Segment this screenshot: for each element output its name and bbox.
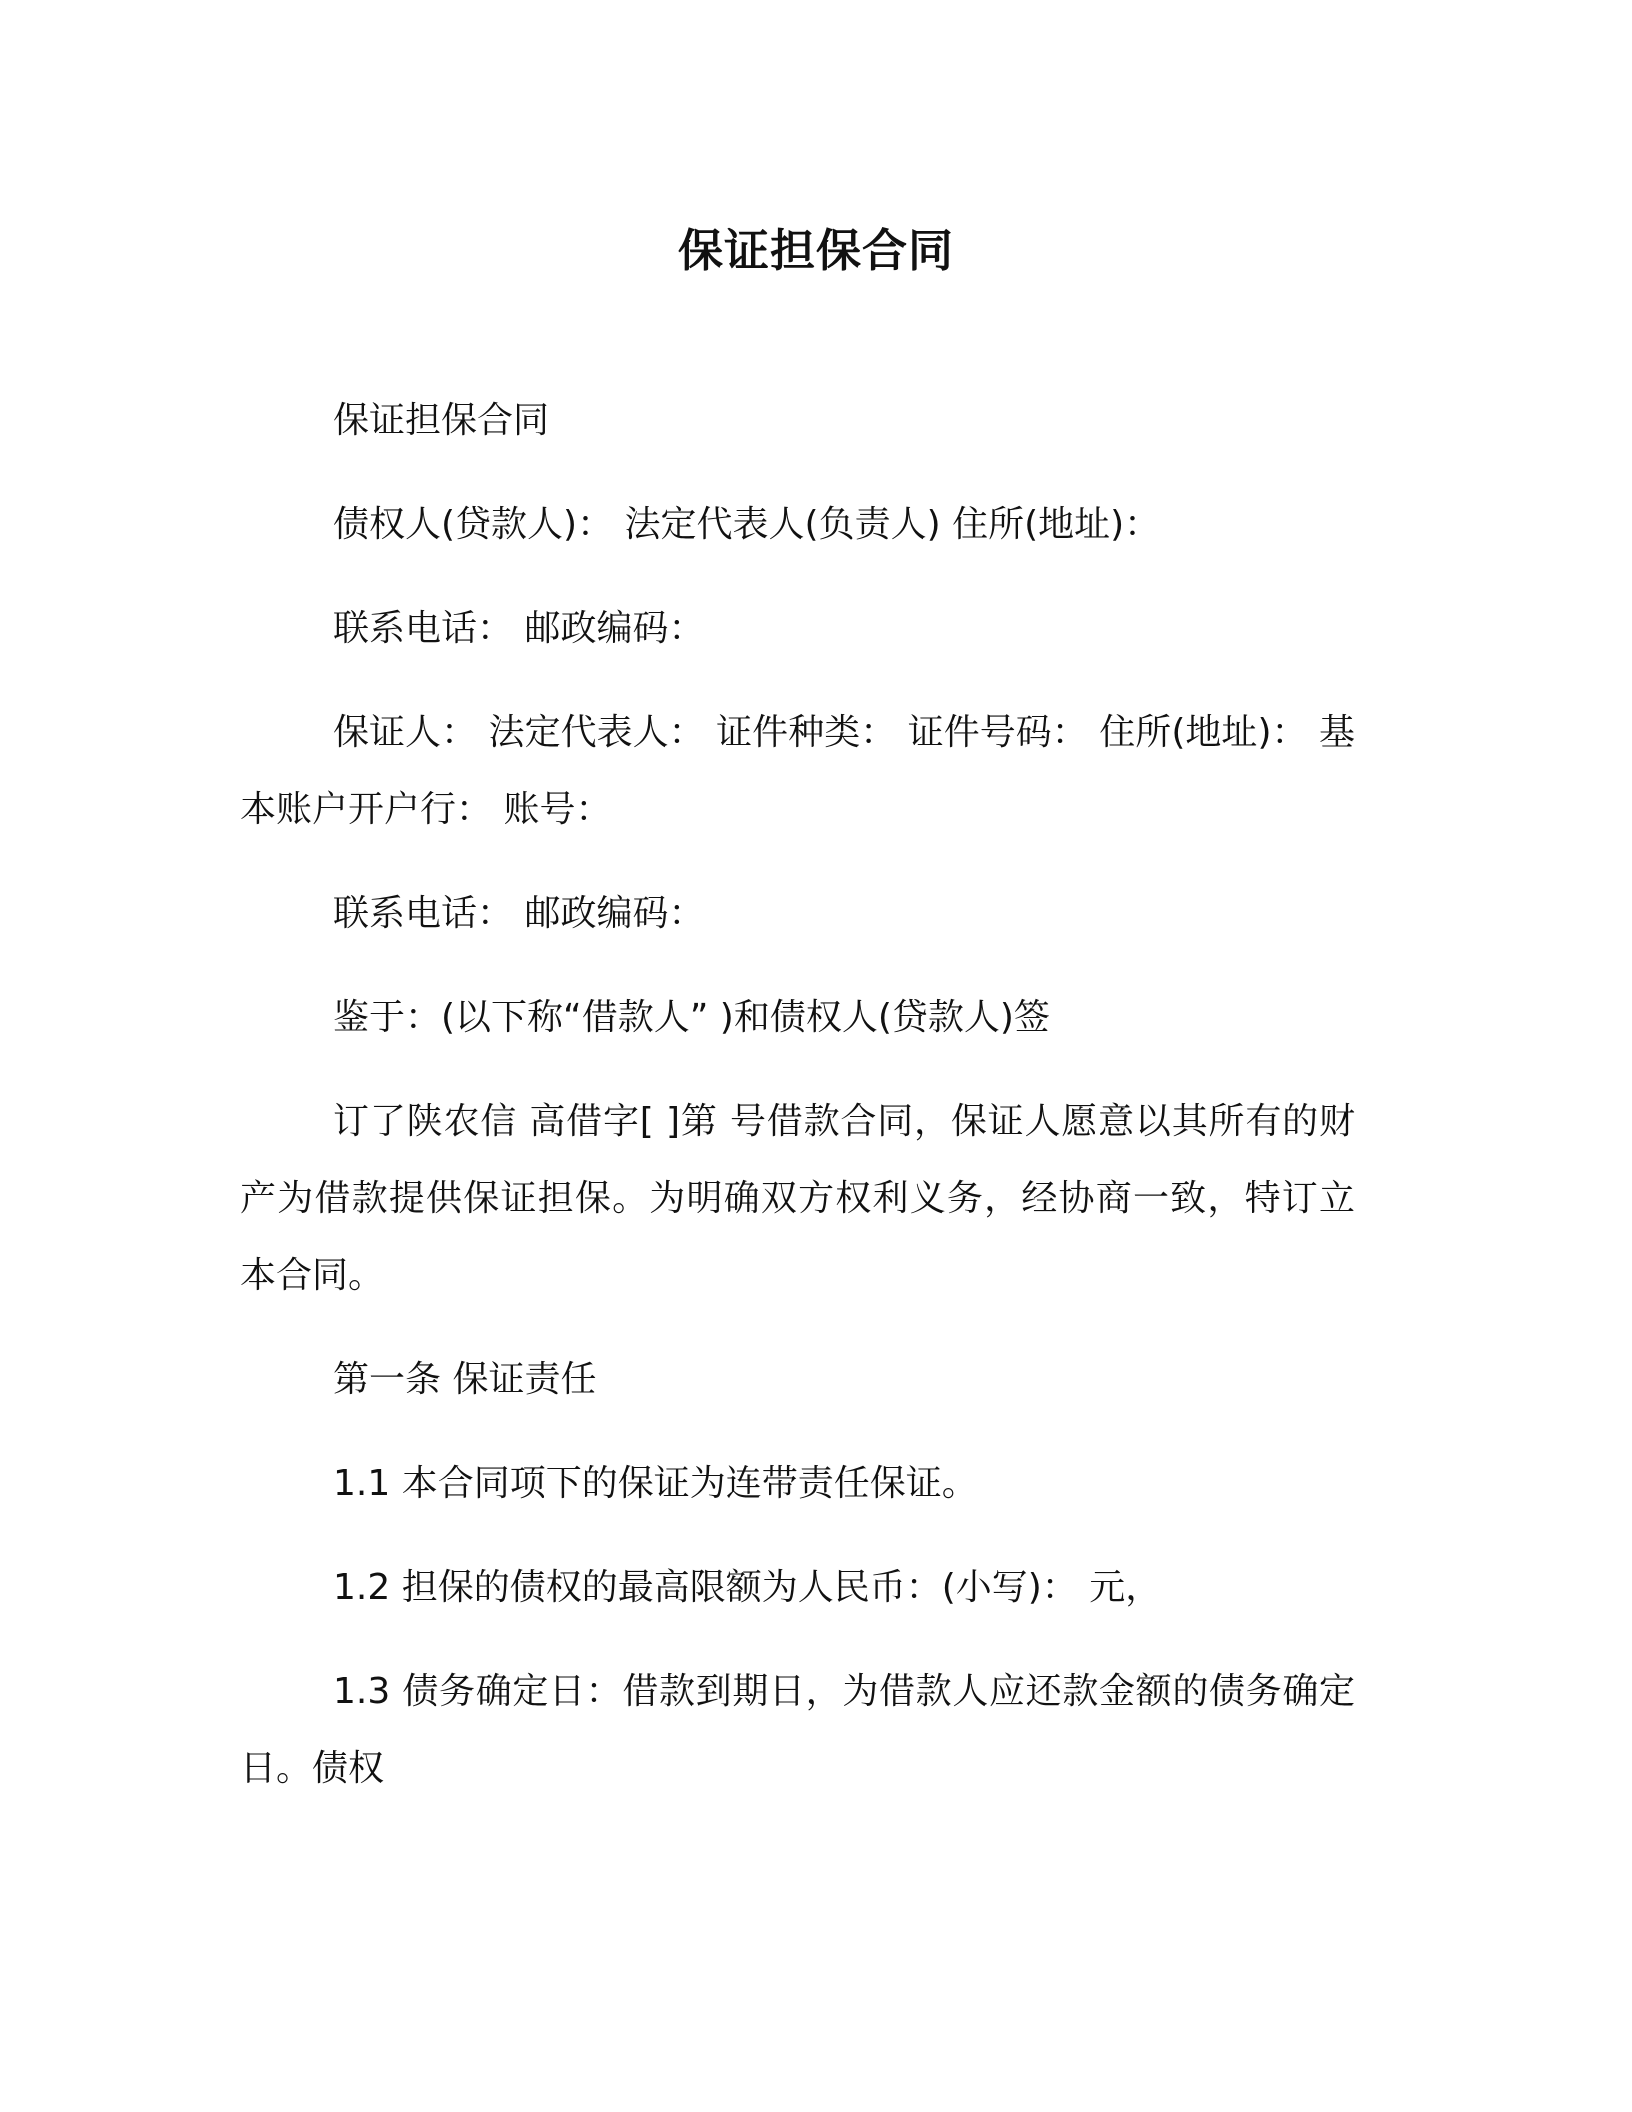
document-title: 保证担保合同 xyxy=(677,224,954,277)
paragraph-heading xyxy=(240,382,1355,459)
paragraph-line: 保证担保合同 xyxy=(333,400,550,441)
paragraph-line: 订了陕农信 高借字[ ]第 号借款合同，保证人愿意以其所有的财 xyxy=(333,1101,1355,1142)
paragraph-creditor-contact xyxy=(240,590,1355,667)
paragraph-preamble xyxy=(240,1083,1355,1314)
paragraph-line: 保证人： 法定代表人： 证件种类： 证件号码： 住所(地址)： 基 xyxy=(333,712,1355,753)
paragraph-line: 1.1 本合同项下的保证为连带责任保证。 xyxy=(333,1463,978,1504)
clause-1-3 xyxy=(240,1653,1355,1807)
paragraph-line: 第一条 保证责任 xyxy=(333,1359,597,1400)
paragraph-line: 本账户开户行： 账号： xyxy=(240,789,612,830)
paragraph-line: 债权人(贷款人)： 法定代表人(负责人) 住所(地址)： xyxy=(333,504,1161,545)
paragraph-guarantor-contact xyxy=(240,875,1355,952)
paragraph-guarantor xyxy=(240,694,1355,848)
paragraph-line: 联系电话： 邮政编码： xyxy=(333,893,705,934)
paragraph-line: 产为借款提供保证担保。为明确双方权利义务，经协商一致，特订立 xyxy=(240,1178,1355,1219)
paragraph-line: 本合同。 xyxy=(240,1255,385,1296)
paragraph-line: 联系电话： 邮政编码： xyxy=(333,608,705,649)
paragraph-line: 日。债权 xyxy=(240,1748,385,1789)
paragraph-creditor xyxy=(240,486,1355,563)
paragraph-whereas xyxy=(240,979,1355,1056)
paragraph-line: 1.3 债务确定日：借款到期日，为借款人应还款金额的债务确定 xyxy=(333,1671,1355,1712)
clause-1-1 xyxy=(240,1445,1355,1522)
article-one-heading xyxy=(240,1341,1355,1418)
clause-1-2 xyxy=(240,1549,1355,1626)
paragraph-line: 1.2 担保的债权的最高限额为人民币：(小写)： 元， xyxy=(333,1567,1162,1608)
document-body xyxy=(240,382,1355,1834)
paragraph-line: 鉴于：(以下称“借款人” )和债权人(贷款人)签 xyxy=(333,997,1050,1038)
